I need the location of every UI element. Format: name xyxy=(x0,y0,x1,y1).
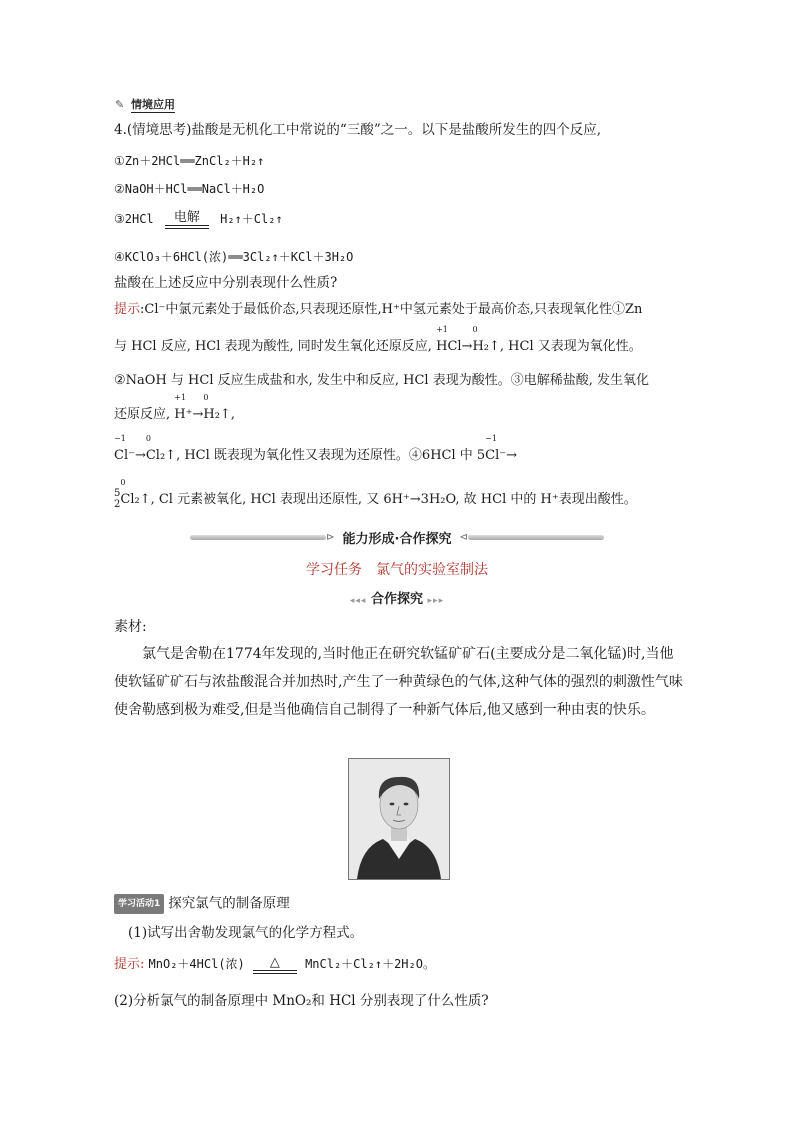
activity-badge: 学习活动1 xyxy=(114,894,164,914)
oxidation-state: −1 Cl⁻→ xyxy=(485,434,518,463)
oxidation-state: 0 H₂↑ xyxy=(472,325,500,354)
reaction-3: ③2HCl 电解 H₂↑＋Cl₂↑ xyxy=(114,210,283,229)
scheele-portrait xyxy=(348,758,450,880)
oxidation-state: +1 H⁺→ xyxy=(174,393,204,422)
reaction-4: ④KClO₃＋6HCl(浓)══3Cl₂↑＋KCl＋3H₂O xyxy=(114,250,354,264)
left-arrows-icon: ◂◂◂ xyxy=(349,596,367,606)
reaction-1: ①Zn＋2HCl══ZnCl₂＋H₂↑ xyxy=(114,154,265,168)
activity-question-2: (2)分析氯气的制备原理中 MnO₂和 HCl 分别表现了什么性质? xyxy=(114,993,489,1009)
right-arrows-icon: ▸▸▸ xyxy=(427,596,445,606)
question-intro: 4.(情境思考)盐酸是无机化工中常说的“三酸”之一。以下是盐酸所发生的四个反应, xyxy=(114,122,602,138)
activity-question-1: (1)试写出舍勒发现氯气的化学方程式。 xyxy=(128,925,364,941)
section-tag: ✎ 情境应用 xyxy=(115,98,175,111)
oxidation-state: 0 Cl₂↑ xyxy=(145,434,177,463)
oxidation-state: −1 Cl⁻→ xyxy=(114,434,146,463)
reaction-2: ②NaOH＋HCl══NaCl＋H₂O xyxy=(114,182,265,196)
question-text: 盐酸在上述反应中分别表现什么性质? xyxy=(114,275,338,291)
activity-answer-1: 提示: MnO₂＋4HCl(浓) △ MnCl₂＋Cl₂↑＋2H₂O。 xyxy=(114,954,435,972)
coop-heading: ◂◂◂ 合作探究 ▸▸▸ xyxy=(349,592,445,607)
heating-sign: △ xyxy=(253,956,297,974)
activity-heading: 学习活动1 探究氯气的制备原理 xyxy=(114,894,290,914)
banner-rule-left xyxy=(190,535,326,540)
banner-arrow-icon: ⊲ xyxy=(459,531,468,543)
material-label: 素材: xyxy=(114,619,147,635)
answer-line-3: ②NaOH 与 HCl 反应生成盐和水, 发生中和反应, HCl 表现为酸性。③电解稀盐酸, 发生氧化 xyxy=(114,373,649,388)
answer-line-6 xyxy=(114,477,637,510)
task-title: 学习任务 氯气的实验室制法 xyxy=(306,562,488,578)
pen-icon: ✎ xyxy=(115,98,125,111)
portrait-image xyxy=(349,759,449,879)
banner-arrow-icon: ⊳ xyxy=(326,531,335,543)
material-paragraph: 氯气是舍勒在1774年发现的,当时他正在研究软锰矿矿石(主要成分是二氧化锰)时,当他使软锰矿矿石与浓盐酸混合并加热时,产生了一种黄绿色的气体,这种气体的强烈的刺激性气味使舍勒感到极为难受,但是当他确信自己制得了一种新气体后,他又感到一种由衷的快乐。 xyxy=(114,646,683,718)
oxidation-state: 0 H₂↑, xyxy=(203,393,235,422)
banner-rule-right xyxy=(468,535,604,540)
oxidation-state: +1 H xyxy=(436,325,448,354)
answer-line-5: −1 Cl⁻→ 0 Cl₂↑, HCl 既表现为氧化性又表现为还原性。④6HCl 中 5 −1 Cl⁻→ xyxy=(114,434,518,463)
section-banner: ⊳ 能力形成·合作探究 ⊲ xyxy=(190,527,604,547)
answer-line-4: 还原反应, +1 H⁺→ 0 H₂↑, xyxy=(114,393,235,422)
answer-line-1: 提示:Cl⁻中氯元素处于最低价态,只表现还原性,H⁺中氢元素处于最高价态,只表现氧化性①Zn xyxy=(114,302,643,317)
electrolysis-sign: 电解 xyxy=(165,211,209,229)
answer-line-2: 与 HCl 反应, HCl 表现为酸性, 同时发生氧化还原反应, +1 HCl→ 0 H₂↑, HCl 又表现为氧化性。 xyxy=(114,325,642,354)
oxidation-state: 0 Cl₂↑, Cl 元素被氧化, HCl 表现出还原性, 又 6H⁺→3H₂O, 故 HCl 中的 H⁺表现出酸性。 xyxy=(120,477,637,507)
fraction: 5 2 xyxy=(114,488,121,510)
